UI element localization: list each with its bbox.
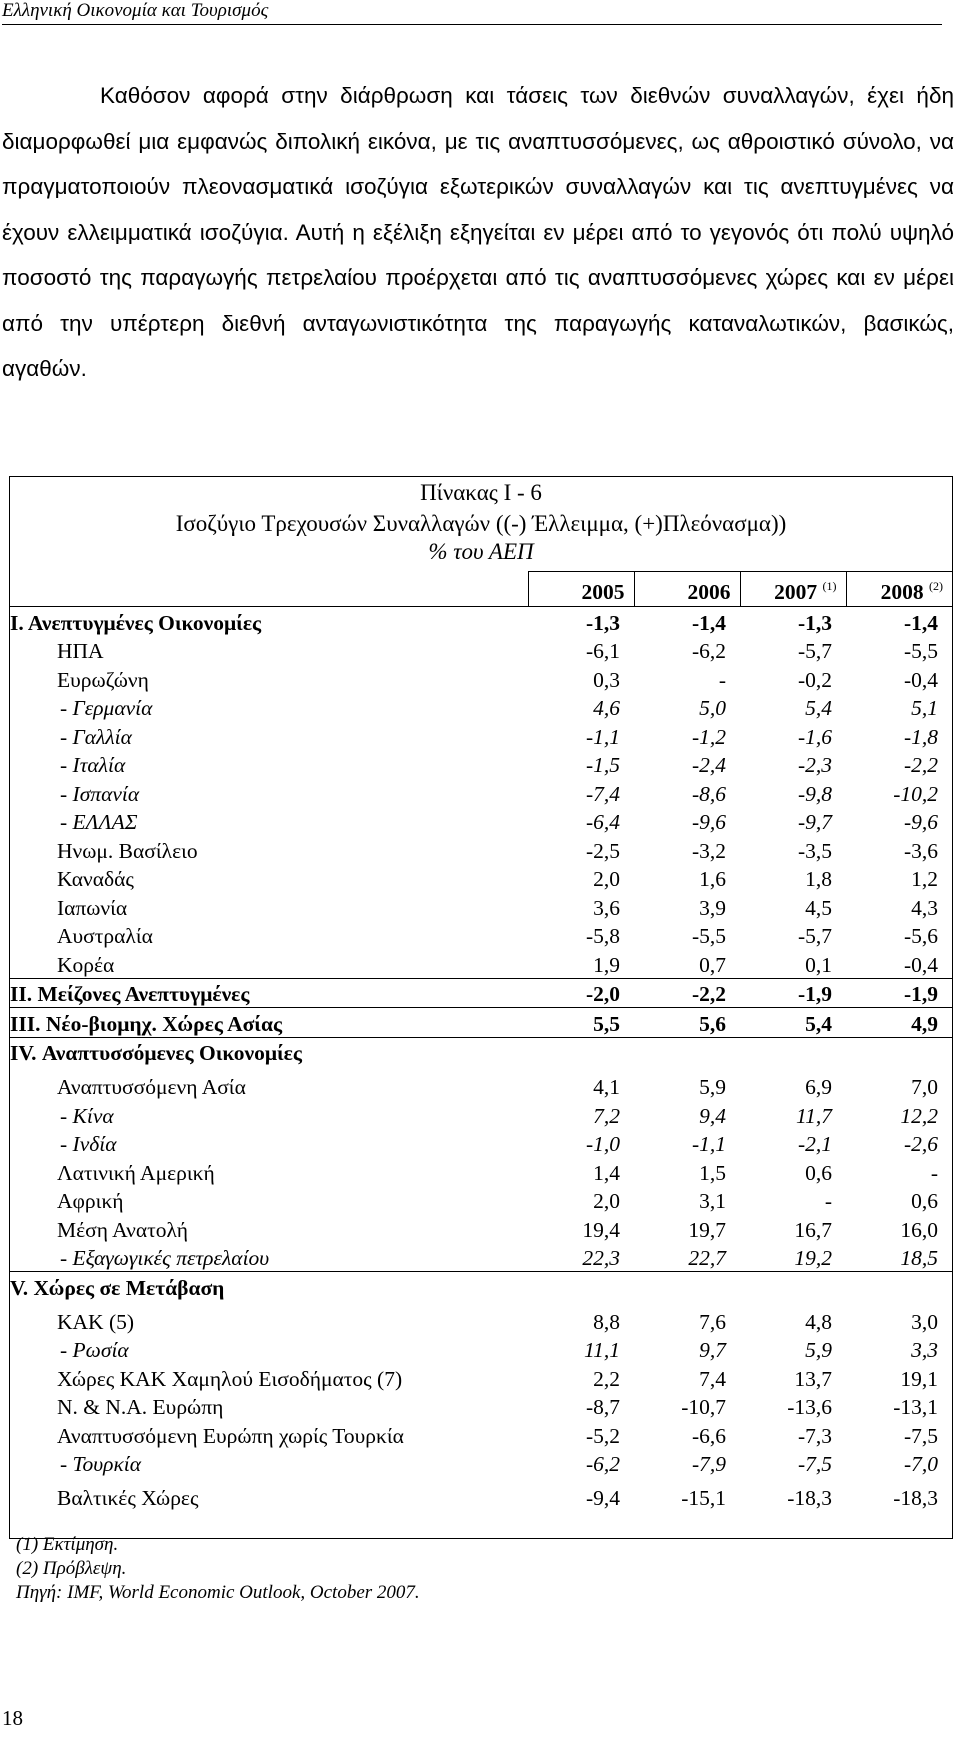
value-cell: -1,4: [691, 610, 726, 635]
row-label: ΚΑΚ (5): [57, 1309, 135, 1334]
value-cell: -10,7: [681, 1395, 726, 1419]
value-cell: -1,0: [585, 1132, 620, 1156]
table-row: [10, 1335, 952, 1364]
year-header: 2007 $^{(1)}$: [740, 572, 846, 607]
value-cell: -1,1: [691, 1132, 726, 1156]
table-row: [10, 693, 952, 722]
value-cell: 4,5: [805, 895, 832, 920]
value-cell: -8,6: [691, 781, 726, 806]
table-row: [10, 1066, 952, 1100]
row-label: - Ισπανία: [60, 781, 140, 806]
row-label: - Κίνα: [60, 1103, 114, 1128]
row-label: ΙΙΙ. Νέο-βιομηχ. Χώρες Ασίας: [10, 1008, 528, 1038]
table-unit: % του ΑΕΠ: [428, 539, 534, 564]
body-paragraph: Καθόσον αφορά στην διάρθρωση και τάσεις των διεθνών συναλλαγών, έχει ήδη διαμορφωθεί μια εμφανώς διπολική εικόνα, με τις αναπτυσσόμενες, ως αθροιστικό σύνολο, να πραγματοποιούν πλεονασματικά ισοζύγια εξωτερικών συναλλαγών και τις ανεπτυγμένες να έχουν ελλειμματικά ισοζύγια. Αυτή η εξέλιξη εξηγείται εν μέρει από το γεγονός ότι πολύ υψηλό ποσοστό της παραγωγής πετρελαίου προέρχεται από τις αναπτυσσόμενες χώρες και εν μέρει από την υπέρτερη διεθνή ανταγωνιστικότητα της παραγωγής καταναλωτικών, βασικώς, αγαθών.: [2, 83, 954, 381]
table-row: [10, 607, 952, 636]
table-row: [10, 1157, 952, 1186]
value-cell: 4,1: [593, 1075, 620, 1099]
value-cell: 19,7: [688, 1217, 726, 1242]
value-cell: -6,6: [691, 1423, 726, 1448]
row-label: Χώρες ΚΑΚ Χαμηλού Εισοδήματος (7): [57, 1366, 403, 1391]
value-cell: 2,2: [593, 1366, 620, 1391]
row-label: Ν. & Ν.Α. Ευρώπη: [57, 1395, 224, 1419]
table-row: [10, 636, 952, 665]
row-label: Αυστραλία: [57, 924, 153, 948]
row-label: - Εξαγωγικές πετρελαίου: [10, 1243, 528, 1272]
value-cell: -5,7: [797, 639, 832, 663]
year-header: 2008 $^{(2)}$: [846, 572, 952, 607]
value-cell: 13,7: [794, 1366, 832, 1391]
value-cell: -: [718, 667, 726, 692]
table-row: [10, 778, 952, 807]
value-cell: [528, 1037, 634, 1066]
value-cell: 0,3: [593, 667, 620, 692]
value-cell: 0,6: [911, 1189, 938, 1213]
value-cell: -9,6: [691, 810, 726, 834]
value-cell: [846, 1037, 952, 1066]
footnotes: [16, 1533, 420, 1605]
value-cell: -2,2: [903, 753, 938, 777]
value-cell: -: [824, 1189, 832, 1213]
table-row: [10, 892, 952, 921]
value-cell: -13,1: [893, 1395, 938, 1419]
value-cell: 5,0: [699, 696, 726, 720]
value-cell: 6,9: [805, 1075, 832, 1099]
value-cell: -2,1: [797, 1132, 832, 1156]
table-row: [10, 1272, 952, 1301]
value-cell: 0,6: [805, 1160, 832, 1185]
value-cell: -2,3: [797, 753, 832, 777]
value-cell: -5,5: [691, 924, 726, 948]
row-label: - Γαλλία: [60, 724, 132, 749]
table-row: [10, 978, 952, 1008]
table-row: [10, 949, 952, 978]
value-cell: 11,1: [583, 1338, 620, 1362]
row-label: ΙΙ. Μείζονες Ανεπτυγμένες: [10, 978, 528, 1008]
value-cell: 1,6: [699, 867, 726, 891]
running-header: Ελληνική Οικονομία και Τουρισμός: [2, 0, 942, 25]
row-label: - Ρωσία: [60, 1338, 129, 1362]
row-label: Αναπτυσσόμενη Ευρώπη χωρίς Τουρκία: [57, 1423, 404, 1448]
row-label: - Τουρκία: [60, 1452, 142, 1476]
value-cell: 12,2: [900, 1103, 938, 1128]
year-header-row: [10, 572, 952, 607]
footnote-source: Πηγή: IMF, World Economic Outlook, October 2007.: [16, 1582, 420, 1603]
value-cell: -6,1: [585, 639, 620, 663]
value-cell: 0,7: [634, 949, 740, 978]
header-blank: [10, 572, 528, 607]
value-cell: -5,8: [585, 924, 620, 948]
value-cell: 2,0: [593, 1189, 620, 1213]
table-row: [10, 1363, 952, 1392]
table-row: [10, 1100, 952, 1129]
value-cell: -7,9: [691, 1452, 726, 1476]
value-cell: -9,4: [585, 1486, 620, 1510]
year-header: 2005: [528, 572, 634, 607]
value-cell: 16,0: [900, 1217, 938, 1242]
row-label: Μέση Ανατολή: [57, 1217, 188, 1242]
value-cell: 9,7: [699, 1338, 726, 1362]
table-row: [10, 1449, 952, 1478]
value-cell: 18,5: [846, 1243, 952, 1272]
value-cell: 5,4: [805, 696, 832, 720]
value-cell: -3,5: [797, 838, 832, 863]
value-cell: -8,7: [585, 1395, 620, 1419]
value-cell: 5,9: [805, 1338, 832, 1362]
footnote-forecast: (2) Πρόβλεψη.: [16, 1558, 127, 1579]
value-cell: 22,7: [634, 1243, 740, 1272]
value-cell: -5,6: [903, 924, 938, 948]
value-cell: -6,2: [691, 639, 726, 663]
value-cell: 5,6: [634, 1008, 740, 1038]
value-cell: -2,5: [585, 838, 620, 863]
table-row: [10, 1129, 952, 1158]
value-cell: 1,2: [911, 867, 938, 891]
value-cell: -10,2: [893, 781, 938, 806]
value-cell: 5,1: [911, 696, 938, 720]
value-cell: 4,6: [593, 696, 620, 720]
row-label: Ι. Ανεπτυγμένες Οικονομίες: [10, 610, 262, 635]
page-number: 18: [2, 1706, 23, 1730]
row-label: - Ινδία: [60, 1132, 117, 1156]
row-label: - ΕΛΛΑΣ: [60, 810, 138, 834]
value-cell: 16,7: [794, 1217, 832, 1242]
value-cell: 8,8: [593, 1309, 620, 1334]
value-cell: 19,4: [582, 1217, 620, 1242]
value-cell: [634, 1037, 740, 1066]
value-cell: 7,2: [593, 1103, 620, 1128]
value-cell: 4,9: [846, 1008, 952, 1038]
value-cell: 5,4: [740, 1008, 846, 1038]
value-cell: -1,2: [691, 724, 726, 749]
table-row: [10, 664, 952, 693]
row-label: Βαλτικές Χώρες: [57, 1486, 199, 1510]
row-label: Καναδάς: [57, 867, 134, 891]
value-cell: 3,3: [911, 1338, 938, 1362]
value-cell: -9,8: [797, 781, 832, 806]
value-cell: -3,6: [903, 838, 938, 863]
value-cell: -5,5: [903, 639, 938, 663]
value-cell: -13,6: [787, 1395, 832, 1419]
value-cell: -2,4: [691, 753, 726, 777]
row-label: ΗΠΑ: [57, 639, 104, 663]
value-cell: 3,9: [699, 895, 726, 920]
year-header: 2006: [634, 572, 740, 607]
table-row: [10, 1420, 952, 1449]
value-cell: [528, 1272, 634, 1301]
row-label: Κορέα: [10, 949, 528, 978]
value-cell: 22,3: [528, 1243, 634, 1272]
value-cell: 11,7: [795, 1103, 832, 1128]
value-cell: -3,2: [691, 838, 726, 863]
table-row: [10, 1214, 952, 1243]
row-label: Ευρωζώνη: [57, 667, 149, 692]
value-cell: -5,7: [797, 924, 832, 948]
table-row: [10, 1477, 952, 1511]
value-cell: [740, 1037, 846, 1066]
value-cell: 0,1: [740, 949, 846, 978]
value-cell: -7,5: [903, 1423, 938, 1448]
table-row: [10, 721, 952, 750]
value-cell: 4,3: [911, 895, 938, 920]
row-label: Αναπτυσσόμενη Ασία: [57, 1075, 246, 1099]
value-cell: 19,1: [900, 1366, 938, 1391]
value-cell: 1,4: [593, 1160, 620, 1185]
value-cell: -0,4: [903, 667, 938, 692]
value-cell: 2,0: [593, 867, 620, 891]
row-label: - Γερμανία: [60, 696, 153, 720]
value-cell: [740, 1272, 846, 1301]
value-cell: -1,5: [585, 753, 620, 777]
row-label: Λατινική Αμερική: [57, 1160, 215, 1185]
value-cell: -18,3: [787, 1486, 832, 1510]
value-cell: 3,0: [911, 1309, 938, 1334]
table-title: Πίνακας Ι - 6: [420, 480, 542, 505]
value-cell: -1,3: [585, 610, 620, 635]
value-cell: -2,2: [634, 978, 740, 1008]
value-cell: -15,1: [681, 1486, 726, 1510]
value-cell: 9,4: [699, 1103, 726, 1128]
row-label: - Ιταλία: [60, 753, 126, 777]
row-label: Ιαπωνία: [57, 895, 128, 920]
value-cell: 5,9: [699, 1075, 726, 1099]
table-row: [10, 864, 952, 893]
table-row: [10, 1008, 952, 1038]
value-cell: 7,6: [699, 1309, 726, 1334]
table-row: [10, 1243, 952, 1272]
value-cell: 1,5: [699, 1160, 726, 1185]
table-row: [10, 1301, 952, 1335]
table-row: [10, 1037, 952, 1066]
table-row: [10, 835, 952, 864]
value-cell: -1,6: [797, 724, 832, 749]
value-cell: 5,5: [528, 1008, 634, 1038]
table-body: [10, 607, 952, 1512]
value-cell: -7,0: [903, 1452, 938, 1476]
value-cell: 7,4: [699, 1366, 726, 1391]
value-cell: -9,7: [797, 810, 832, 834]
value-cell: -6,4: [585, 810, 620, 834]
table-row: [10, 1186, 952, 1215]
value-cell: -1,8: [903, 724, 938, 749]
value-cell: -1,3: [797, 610, 832, 635]
table-row: [10, 921, 952, 950]
value-cell: 3,6: [593, 895, 620, 920]
value-cell: -7,5: [797, 1452, 832, 1476]
value-cell: -18,3: [893, 1486, 938, 1510]
table-row: [10, 807, 952, 836]
value-cell: 7,0: [911, 1075, 938, 1099]
value-cell: -1,1: [585, 724, 620, 749]
value-cell: -6,2: [585, 1452, 620, 1476]
value-cell: -5,2: [585, 1423, 620, 1448]
table-row: [10, 1392, 952, 1421]
value-cell: 1,8: [805, 867, 832, 891]
row-label: V. Χώρες σε Μετάβαση: [10, 1275, 225, 1300]
value-cell: -7,3: [797, 1423, 832, 1448]
row-label: Αφρική: [57, 1189, 124, 1213]
value-cell: 4,8: [805, 1309, 832, 1334]
value-cell: -1,9: [846, 978, 952, 1008]
value-cell: -2,6: [903, 1132, 938, 1156]
value-cell: -: [930, 1160, 938, 1185]
value-cell: 1,9: [528, 949, 634, 978]
value-cell: [634, 1272, 740, 1301]
table-box: [9, 476, 953, 1539]
row-label: Ηνωμ. Βασίλειο: [57, 838, 198, 863]
data-table: [10, 571, 952, 1511]
value-cell: -9,6: [903, 810, 938, 834]
value-cell: -0,4: [846, 949, 952, 978]
table-row: [10, 750, 952, 779]
value-cell: -0,2: [797, 667, 832, 692]
footnote-estimate: (1) Εκτίμηση.: [16, 1534, 119, 1555]
value-cell: 19,2: [740, 1243, 846, 1272]
value-cell: -1,4: [903, 610, 938, 635]
value-cell: 3,1: [699, 1189, 726, 1213]
table-subtitle: Ισοζύγιο Τρεχουσών Συναλλαγών ((-) Έλλειμμα, (+)Πλεόνασμα)): [175, 511, 787, 536]
row-label: ΙV. Αναπτυσσόμενες Οικονομίες: [10, 1041, 302, 1065]
value-cell: -2,0: [528, 978, 634, 1008]
value-cell: -1,9: [740, 978, 846, 1008]
value-cell: [846, 1272, 952, 1301]
value-cell: -7,4: [585, 781, 620, 806]
